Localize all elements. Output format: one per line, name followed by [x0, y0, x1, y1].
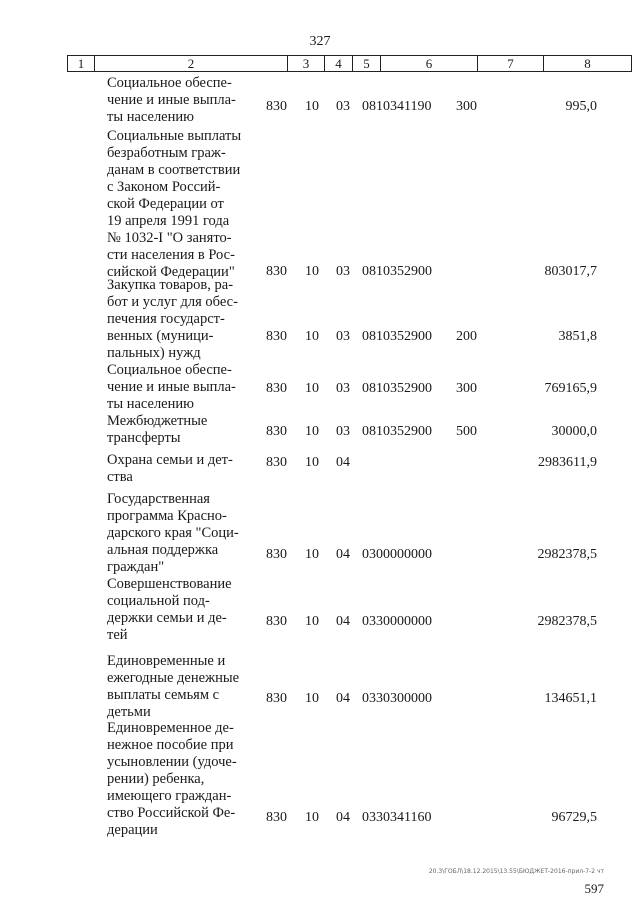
cell-c4: 10: [305, 810, 319, 825]
cell-c4: 10: [305, 424, 319, 439]
cell-amount: 96729,5: [551, 810, 597, 825]
description-line: пальных) нужд: [107, 345, 201, 361]
description-line: нежное пособие при: [107, 737, 234, 753]
cell-c4: 10: [305, 381, 319, 396]
row-description: [107, 720, 256, 839]
cell-amount: 2982378,5: [537, 614, 597, 629]
footer-file-note: 20.3\ГОБЛ\18.12.2015\13.55\БЮДЖЕТ-2016-прил-7-2 чт: [428, 868, 604, 875]
description-line: печения государст-: [107, 311, 225, 327]
header-col-5: 5: [352, 55, 381, 72]
cell-c6: 0810352900: [362, 381, 432, 396]
table-header: [67, 55, 632, 72]
description-line: чение и иные выпла-: [107, 92, 236, 108]
description-line: Закупка товаров, ра-: [107, 277, 234, 293]
header-col-1: 1: [67, 55, 95, 72]
cell-c5: 04: [336, 691, 350, 706]
description-line: безработным граж-: [107, 145, 226, 161]
cell-amount: 3851,8: [558, 329, 597, 344]
row-description: [107, 452, 256, 486]
cell-c3: 830: [266, 381, 287, 396]
description-line: венных (муници-: [107, 328, 214, 344]
cell-c4: 10: [305, 455, 319, 470]
description-line: усыновлении (удоче-: [107, 754, 237, 770]
cell-c6: 0810341190: [362, 99, 432, 114]
description-line: ство Российской Фе-: [107, 805, 236, 821]
header-col-3: 3: [287, 55, 325, 72]
header-col-7: 7: [477, 55, 544, 72]
cell-amount: 2982378,5: [537, 547, 597, 562]
description-line: рении) ребенка,: [107, 771, 205, 787]
cell-c5: 03: [336, 381, 350, 396]
cell-c5: 03: [336, 99, 350, 114]
cell-c5: 03: [336, 329, 350, 344]
cell-c6: 0330000000: [362, 614, 432, 629]
description-line: Межбюджетные: [107, 413, 208, 429]
cell-amount: 30000,0: [551, 424, 597, 439]
footer-page-number: 597: [584, 881, 604, 896]
cell-c5: 04: [336, 455, 350, 470]
description-line: с Законом Россий-: [107, 179, 221, 195]
cell-c5: 04: [336, 810, 350, 825]
cell-c4: 10: [305, 691, 319, 706]
description-line: сти населения в Рос-: [107, 247, 235, 263]
description-line: дерации: [107, 822, 158, 838]
cell-c3: 830: [266, 99, 287, 114]
description-line: ской Федерации от: [107, 196, 224, 212]
cell-amount: 2983611,9: [538, 455, 597, 470]
cell-c4: 10: [305, 547, 319, 562]
description-line: программа Красно-: [107, 508, 227, 524]
cell-amount: 803017,7: [544, 264, 597, 279]
description-line: дарского края "Соци-: [107, 525, 239, 541]
cell-c6: 0810352900: [362, 424, 432, 439]
cell-c4: 10: [305, 264, 319, 279]
row-description: [107, 413, 256, 447]
cell-c7: 500: [456, 424, 477, 439]
description-line: тей: [107, 627, 128, 643]
cell-c3: 830: [266, 810, 287, 825]
header-col-6: 6: [380, 55, 478, 72]
cell-c5: 03: [336, 424, 350, 439]
description-line: сийской Федерации": [107, 264, 235, 280]
description-line: ства: [107, 469, 133, 485]
description-line: детьми: [107, 704, 151, 720]
description-line: чение и иные выпла-: [107, 379, 236, 395]
cell-c4: 10: [305, 614, 319, 629]
cell-c6: 0330341160: [362, 810, 432, 825]
description-line: ты населению: [107, 396, 194, 412]
cell-c3: 830: [266, 329, 287, 344]
description-line: № 1032-I "О занято-: [107, 230, 232, 246]
description-line: граждан": [107, 559, 165, 575]
cell-c5: 04: [336, 614, 350, 629]
header-col-4: 4: [324, 55, 353, 72]
row-description: [107, 491, 256, 576]
description-line: ты населению: [107, 109, 194, 125]
cell-amount: 995,0: [565, 99, 597, 114]
cell-c3: 830: [266, 547, 287, 562]
row-description: [107, 362, 256, 413]
row-description: [107, 75, 256, 126]
cell-c5: 04: [336, 547, 350, 562]
cell-c6: 0330300000: [362, 691, 432, 706]
description-line: трансферты: [107, 430, 181, 446]
cell-c4: 10: [305, 329, 319, 344]
cell-c6: 0810352900: [362, 264, 432, 279]
cell-c5: 03: [336, 264, 350, 279]
row-description: [107, 128, 256, 281]
description-line: альная поддержка: [107, 542, 219, 558]
description-line: Единовременные и: [107, 653, 226, 669]
cell-c3: 830: [266, 264, 287, 279]
description-line: Социальное обеспе-: [107, 362, 232, 378]
cell-amount: 134651,1: [544, 691, 597, 706]
description-line: 19 апреля 1991 года: [107, 213, 230, 229]
description-line: Охрана семьи и дет-: [107, 452, 233, 468]
description-line: Совершенствование: [107, 576, 232, 592]
row-description: [107, 653, 256, 721]
description-line: имеющего граждан-: [107, 788, 232, 804]
row-description: [107, 277, 256, 362]
description-line: Государственная: [107, 491, 210, 507]
cell-amount: 769165,9: [544, 381, 597, 396]
description-line: данам в соответствии: [107, 162, 241, 178]
cell-c3: 830: [266, 614, 287, 629]
cell-c3: 830: [266, 455, 287, 470]
cell-c6: 0810352900: [362, 329, 432, 344]
description-line: Социальное обеспе-: [107, 75, 232, 91]
row-description: [107, 576, 256, 644]
cell-c4: 10: [305, 99, 319, 114]
cell-c3: 830: [266, 691, 287, 706]
cell-c7: 300: [456, 99, 477, 114]
page-number-top: 327: [309, 34, 331, 49]
description-line: выплаты семьям с: [107, 687, 220, 703]
description-line: Единовременное де-: [107, 720, 234, 736]
header-col-8: 8: [543, 55, 632, 72]
cell-c7: 200: [456, 329, 477, 344]
description-line: Социальные выплаты: [107, 128, 242, 144]
description-line: держки семьи и де-: [107, 610, 227, 626]
description-line: социальной под-: [107, 593, 210, 609]
description-line: ежегодные денежные: [107, 670, 240, 686]
cell-c7: 300: [456, 381, 477, 396]
header-col-2: 2: [94, 55, 288, 72]
cell-c3: 830: [266, 424, 287, 439]
cell-c6: 0300000000: [362, 547, 432, 562]
description-line: бот и услуг для обес-: [107, 294, 238, 310]
